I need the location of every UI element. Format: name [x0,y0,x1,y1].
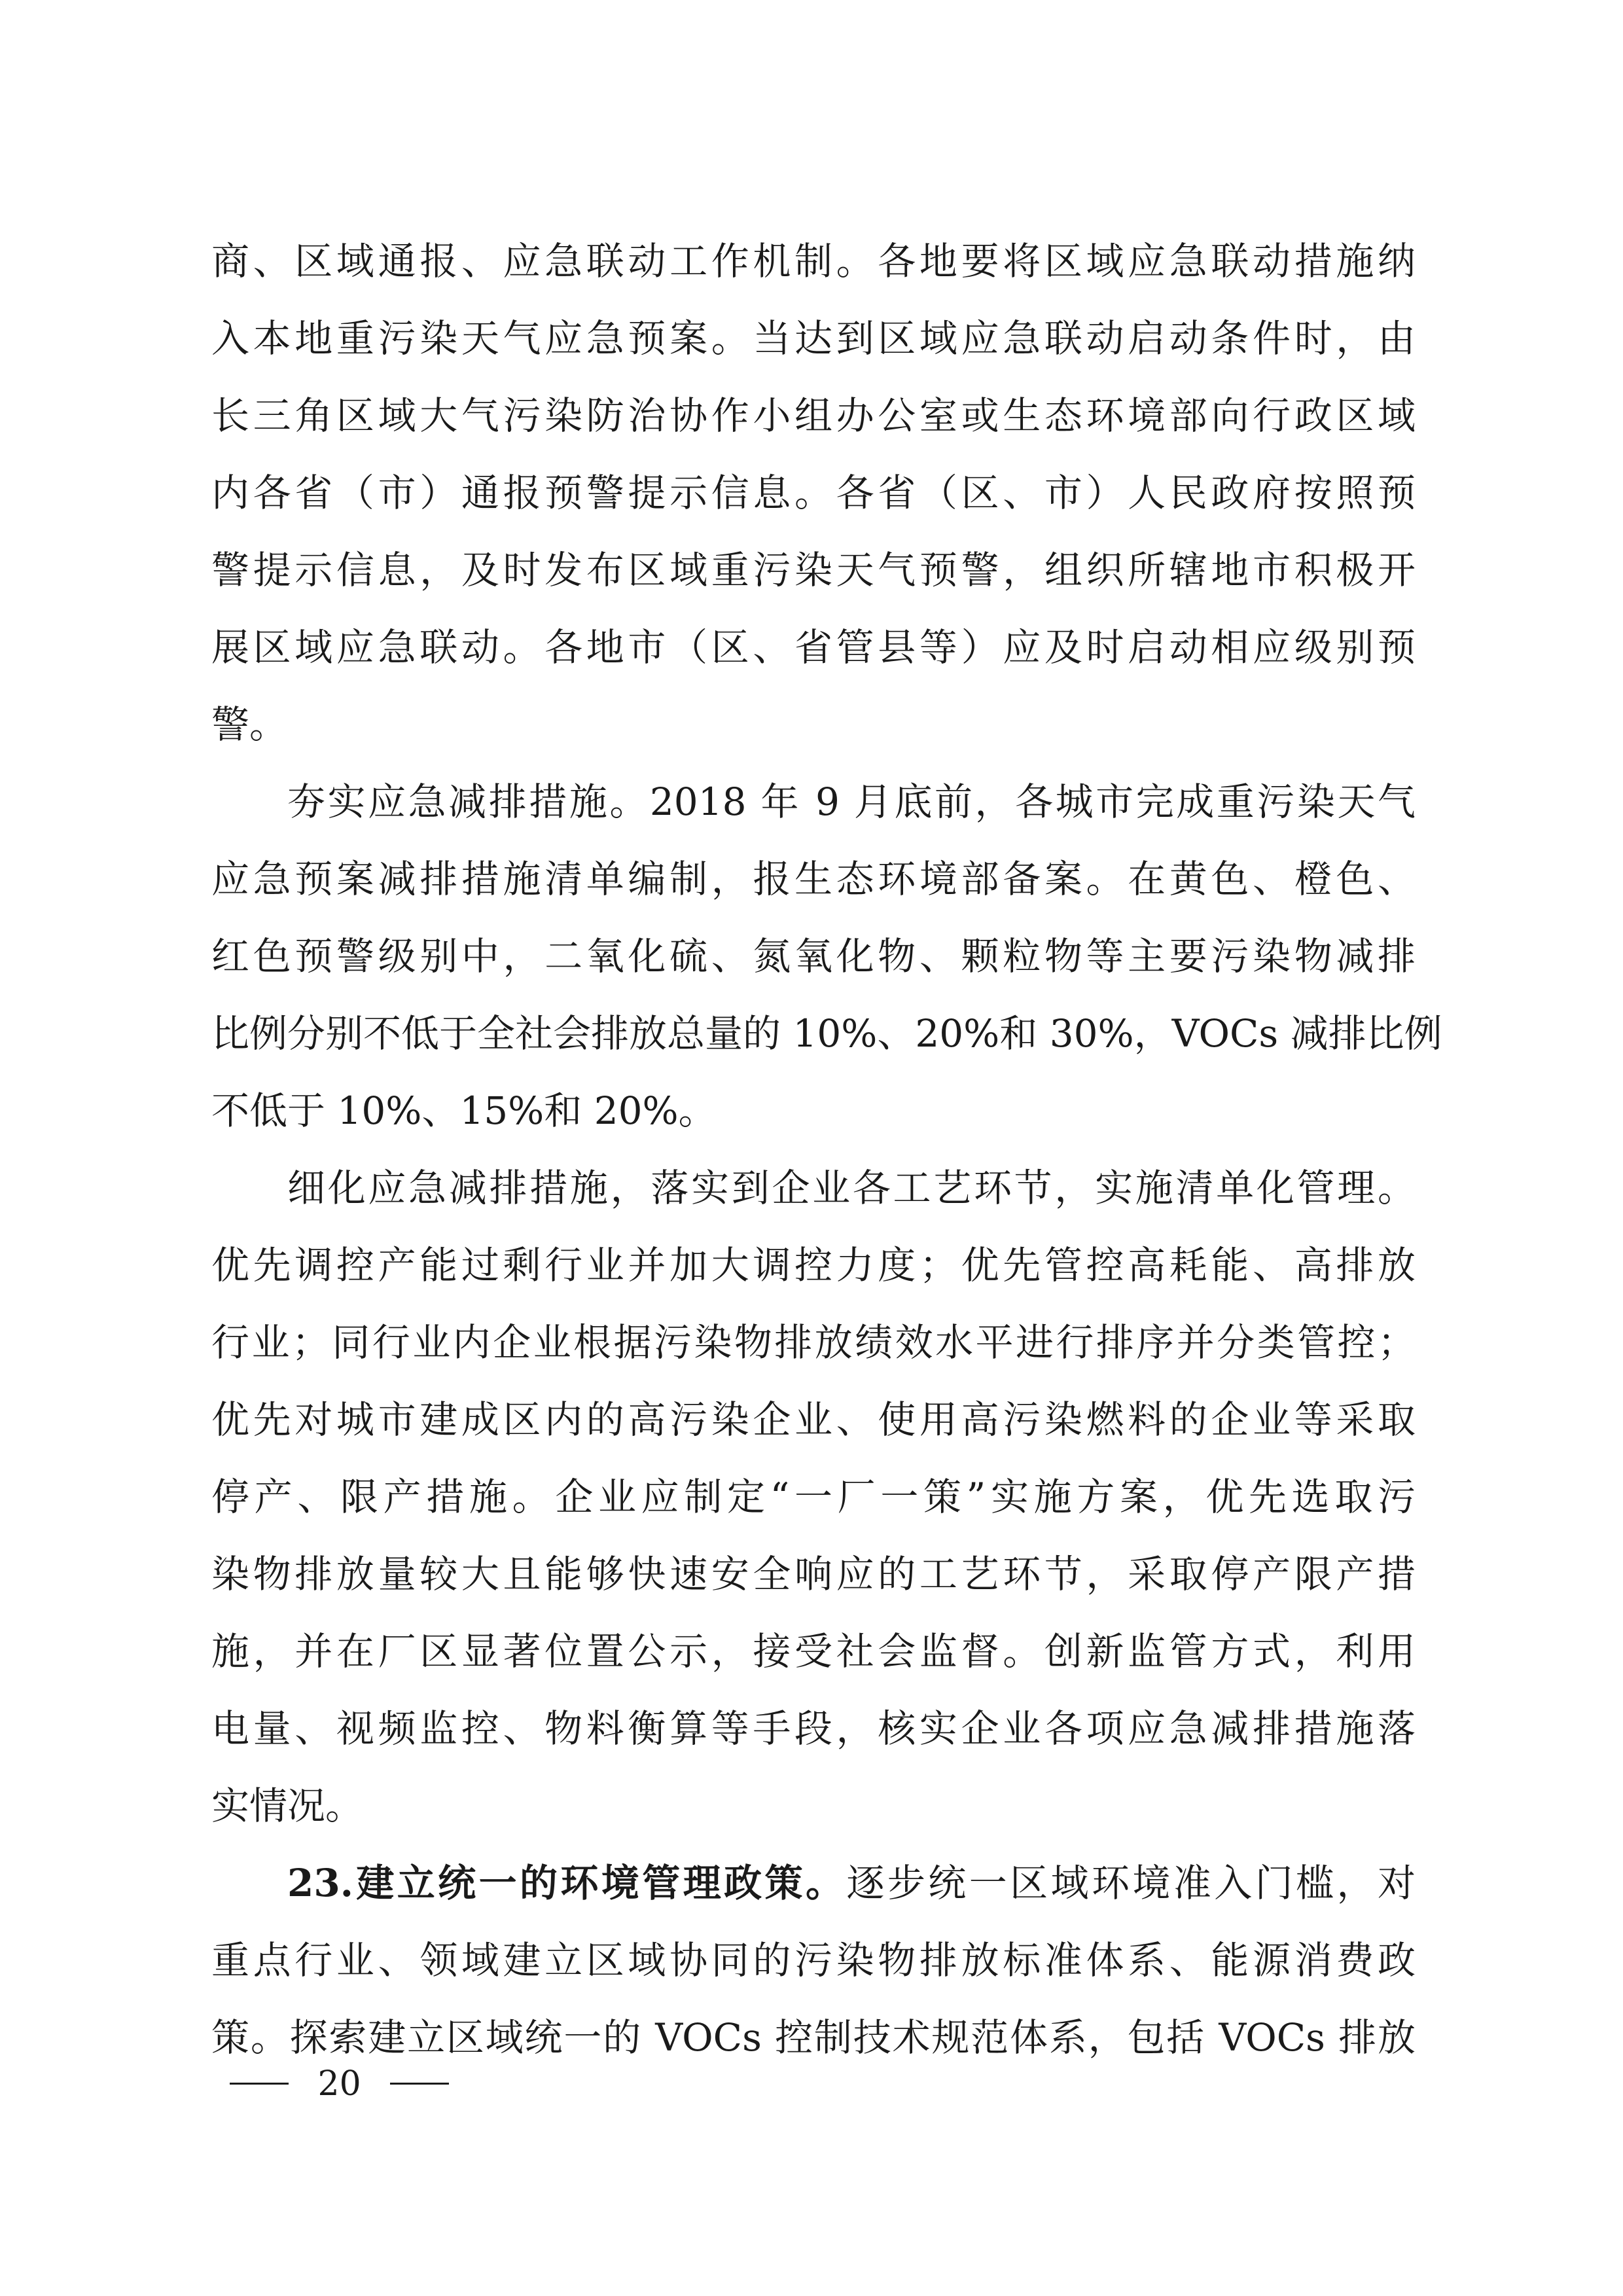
text-line: 策。探索建立区域统一的 VOCs 控制技术规范体系，包括 VOCs 排放 [211,2015,1416,2060]
text-line: 实情况。 [211,1784,364,1828]
text-line: 重点行业、领域建立区域协同的污染物排放标准体系、能源消费政 [211,1938,1416,1982]
text-line: 行业；同行业内企业根据污染物排放绩效水平进行排序并分类管控； [211,1320,1416,1365]
text-line: 电量、视频监控、物料衡算等手段，核实企业各项应急减排措施落 [211,1706,1416,1751]
text-line: 优先调控产能过剩行业并加大调控力度；优先管控高耗能、高排放 [211,1243,1416,1287]
section-heading: 23.建立统一的环境管理政策。 [287,1861,847,1905]
section-heading-continuation: 逐步统一区域环境准入门槛，对 [846,1861,1416,1905]
text-line: 商、区域通报、应急联动工作机制。各地要将区域应急联动措施纳 [211,239,1416,283]
text-line: 红色预警级别中，二氧化硫、氮氧化物、颗粒物等主要污染物减排 [211,934,1416,978]
text-line: 警提示信息，及时发布区域重污染天气预警，组织所辖地市积极开 [211,548,1416,592]
page-footer [211,2055,467,2108]
text-line: 警。 [211,702,288,747]
text-line: 应急预案减排措施清单编制，报生态环境部备案。在黄色、橙色、 [211,857,1416,901]
body-text [211,223,1442,2076]
text-line: 优先对城市建成区内的高污染企业、使用高污染燃料的企业等采取 [211,1397,1416,1442]
text-line: 比例分别不低于全社会排放总量的 10%、20%和 30%，VOCs 减排比例 [211,1011,1442,1056]
paragraph-start-line: 夯实应急减排措施。2018 年 9 月底前，各城市完成重污染天气 [287,780,1416,824]
text-line: 施，并在厂区显著位置公示，接受社会监督。创新监管方式，利用 [211,1629,1416,1674]
text-line: 染物排放量较大且能够快速安全响应的工艺环节，采取停产限产措 [211,1552,1416,1596]
text-line: 停产、限产措施。企业应制定“一厂一策”实施方案，优先选取污 [211,1475,1416,1519]
text-line: 长三角区域大气污染防治协作小组办公室或生态环境部向行政区域 [211,393,1416,438]
page-number: 20 [317,2064,361,2104]
section-heading-line [211,1844,1416,1922]
paragraph-start-line: 细化应急减排措施，落实到企业各工艺环节，实施清单化管理。 [287,1166,1416,1210]
text-line: 展区域应急联动。各地市（区、省管县等）应及时启动相应级别预 [211,625,1416,670]
footer-dash-left [230,2083,289,2085]
text-line: 内各省（市）通报预警提示信息。各省（区、市）人民政府按照预 [211,471,1416,515]
text-line: 入本地重污染天气应急预案。当达到区域应急联动启动条件时，由 [211,316,1416,361]
footer-dash-right [390,2083,449,2085]
text-line: 不低于 10%、15%和 20%。 [211,1088,717,1133]
